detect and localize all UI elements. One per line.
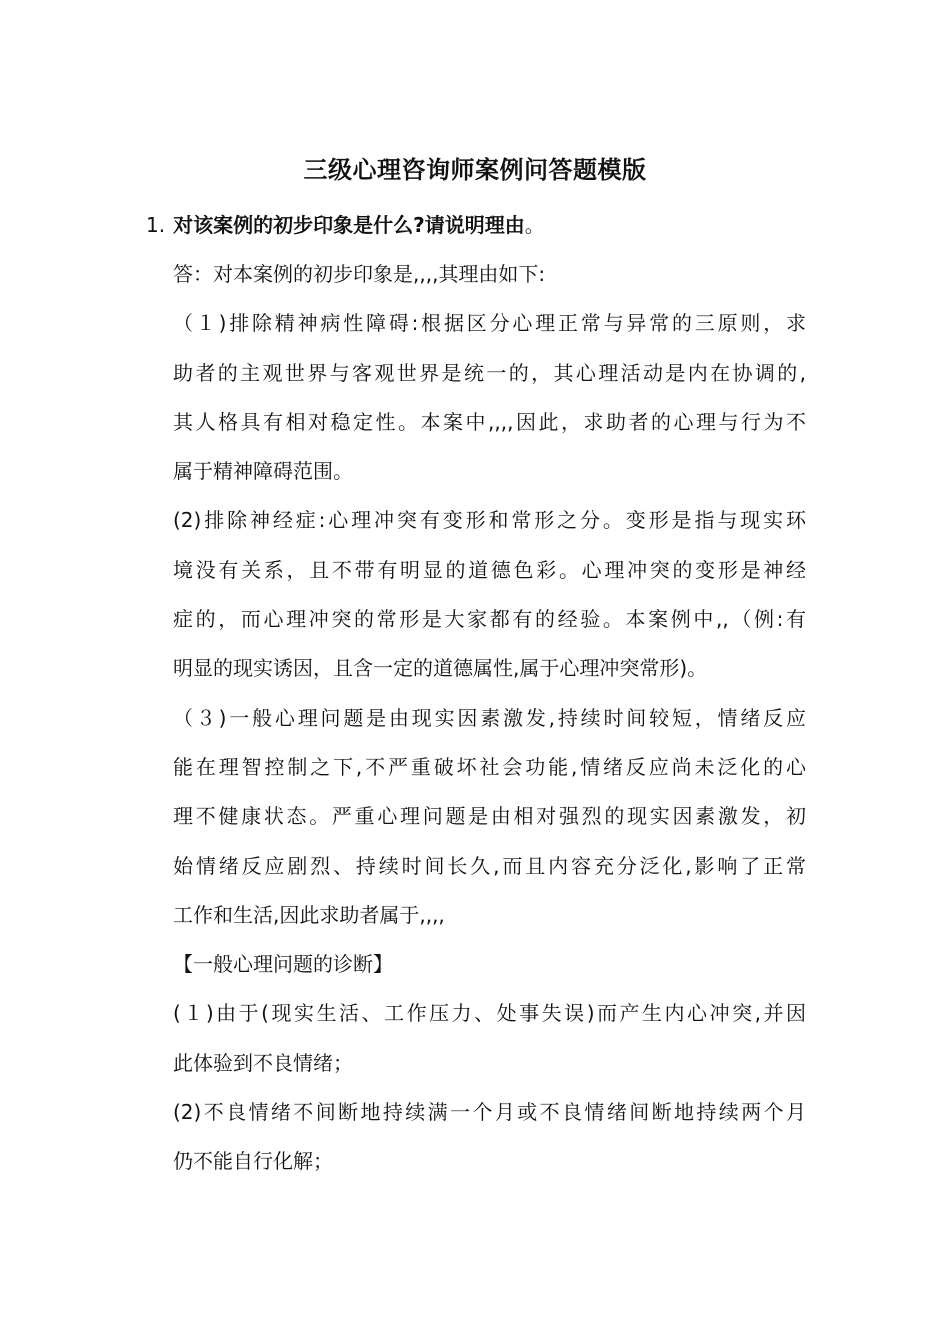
- paragraph-line: 属于精神障碍范围。: [173, 459, 353, 484]
- answer-body: [173, 256, 806, 1193]
- paragraph-line: 助者的主观世界与客观世界是统一的，其心理活动是内在协调的,: [173, 360, 806, 385]
- document-title: 三级心理咨询师案例问答题模版: [303, 156, 647, 184]
- paragraph-line: 其人格具有相对稳定性。本案中,,,,因此，求助者的心理与行为不: [173, 409, 806, 434]
- paragraph-line: 此体验到不良情绪；: [173, 1050, 353, 1075]
- question-tail: 。: [524, 213, 545, 237]
- paragraph-line: 始情绪反应剧烈、持续时间长久,而且内容充分泛化,影响了正常: [173, 853, 806, 878]
- paragraph-line: 境没有关系，且不带有明显的道德色彩。心理冲突的变形是神经: [173, 557, 806, 582]
- paragraph-line: 仍不能自行化解；: [173, 1149, 333, 1174]
- paragraph-line: (2)不良情绪不间断地持续满一个月或不良情绪间断地持续两个月: [173, 1100, 806, 1125]
- question-text: 对该案例的初步印象是什么?请说明理由: [173, 213, 525, 237]
- question-number: 1.: [146, 213, 166, 237]
- paragraph-line: 明显的现实诱因，且含一定的道德属性,属于心理冲突常形)。: [173, 656, 708, 681]
- paragraph-line: (１)由于(现实生活、工作压力、处事失误)而产生内心冲突,并因: [173, 1001, 806, 1026]
- paragraph-line: 工作和生活,因此求助者属于,,,,: [173, 902, 445, 927]
- paragraph-line: （３)一般心理问题是由现实因素激发,持续时间较短，情绪反应: [173, 705, 806, 730]
- paragraph-line: 理不健康状态。严重心理问题是由相对强烈的现实因素激发，初: [173, 804, 806, 829]
- paragraph-line: (2)排除神经症:心理冲突有变形和常形之分。变形是指与现实环: [173, 508, 806, 533]
- question-heading: [146, 210, 545, 240]
- paragraph-line: 能在理智控制之下,不严重破坏社会功能,情绪反应尚未泛化的心: [173, 754, 806, 779]
- paragraph-line: 症的，而心理冲突的常形是大家都有的经验。本案例中,,（例:有: [173, 607, 806, 632]
- paragraph-line: 【一般心理问题的诊断】: [173, 952, 393, 977]
- paragraph-line: 答：对本案例的初步印象是,,,,其理由如下:: [173, 262, 546, 286]
- paragraph-line: （１)排除精神病性障碍:根据区分心理正常与异常的三原则，求: [173, 311, 806, 336]
